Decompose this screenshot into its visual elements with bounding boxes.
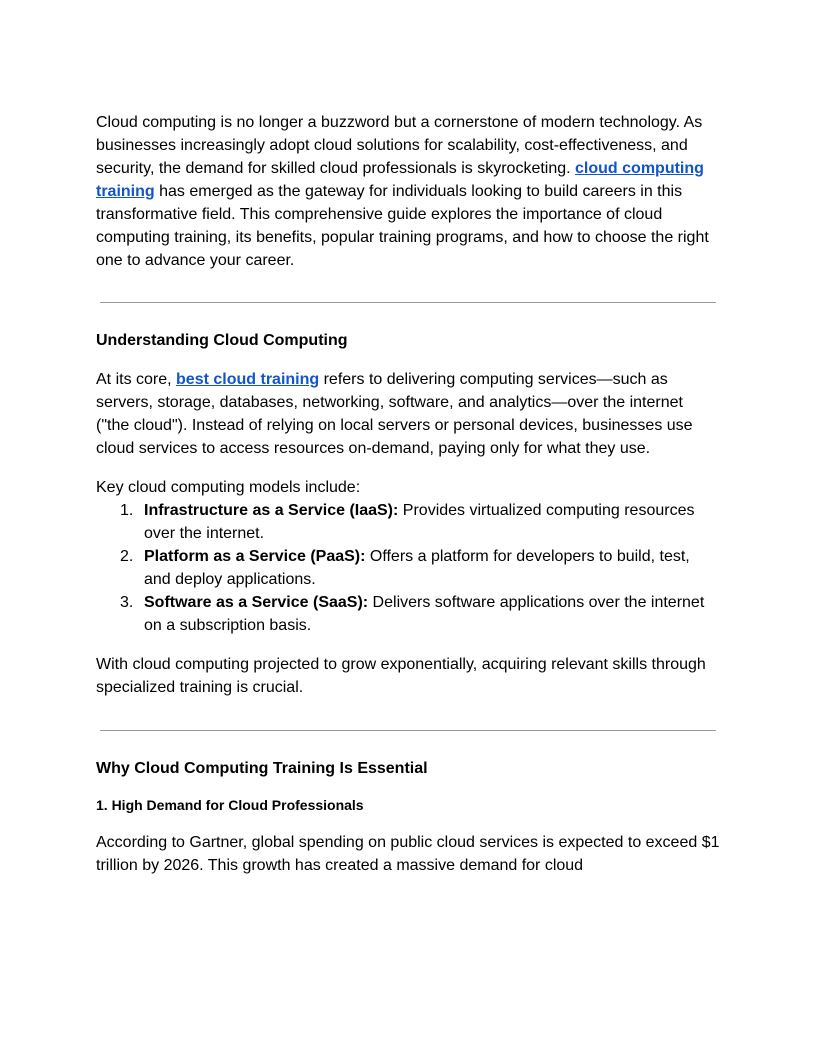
models-intro: Key cloud computing models include: [96,479,361,496]
section-divider [100,302,716,303]
subheading-high-demand: 1. High Demand for Cloud Professionals [96,797,364,813]
section-heading-why: Why Cloud Computing Training Is Essential [96,760,428,777]
cloud-computing-training-link[interactable]: cloud computing training [96,160,704,200]
list-item: 1. Infrastructure as a Service (IaaS): Provides virtualized computing resources over the internet. [120,502,695,542]
list-item: 2. Platform as a Service (PaaS): Offers a platform for developers to build, test, and deploy applications. [120,548,690,588]
understanding-paragraph: At its core, best cloud training refers to delivering computing services—such as servers, storage, databases, networking, software, and analytics—over the internet ("the cloud"). Instead of relying on local servers or personal devices, businesses use cloud services to access resources on-demand, paying only for what they use. [96,371,693,457]
section-heading-understanding: Understanding Cloud Computing [96,332,348,349]
gartner-paragraph: According to Gartner, global spending on public cloud services is expected to exceed $1 trillion by 2026. This growth has created a massive demand for cloud [96,834,720,874]
intro-paragraph: Cloud computing is no longer a buzzword but a cornerstone of modern technology. As businesses increasingly adopt cloud solutions for scalability, cost-effectiveness, and security, the demand for skilled cloud professionals is skyrocketing. cloud computing training has emerged as the gateway for individuals looking to build careers in this transformative field. This comprehensive guide explores the importance of cloud computing training, its benefits, popular training programs, and how to choose the right one to advance your career. [96,114,709,269]
list-item: 3. Software as a Service (SaaS): Delivers software applications over the internet on a subscription basis. [120,594,705,634]
section-divider [100,730,716,731]
cloud-models-list [96,499,720,637]
best-cloud-training-link[interactable]: best cloud training [176,371,320,388]
document-page [96,111,720,877]
skills-paragraph: With cloud computing projected to grow exponentially, acquiring relevant skills through specialized training is crucial. [96,656,706,696]
